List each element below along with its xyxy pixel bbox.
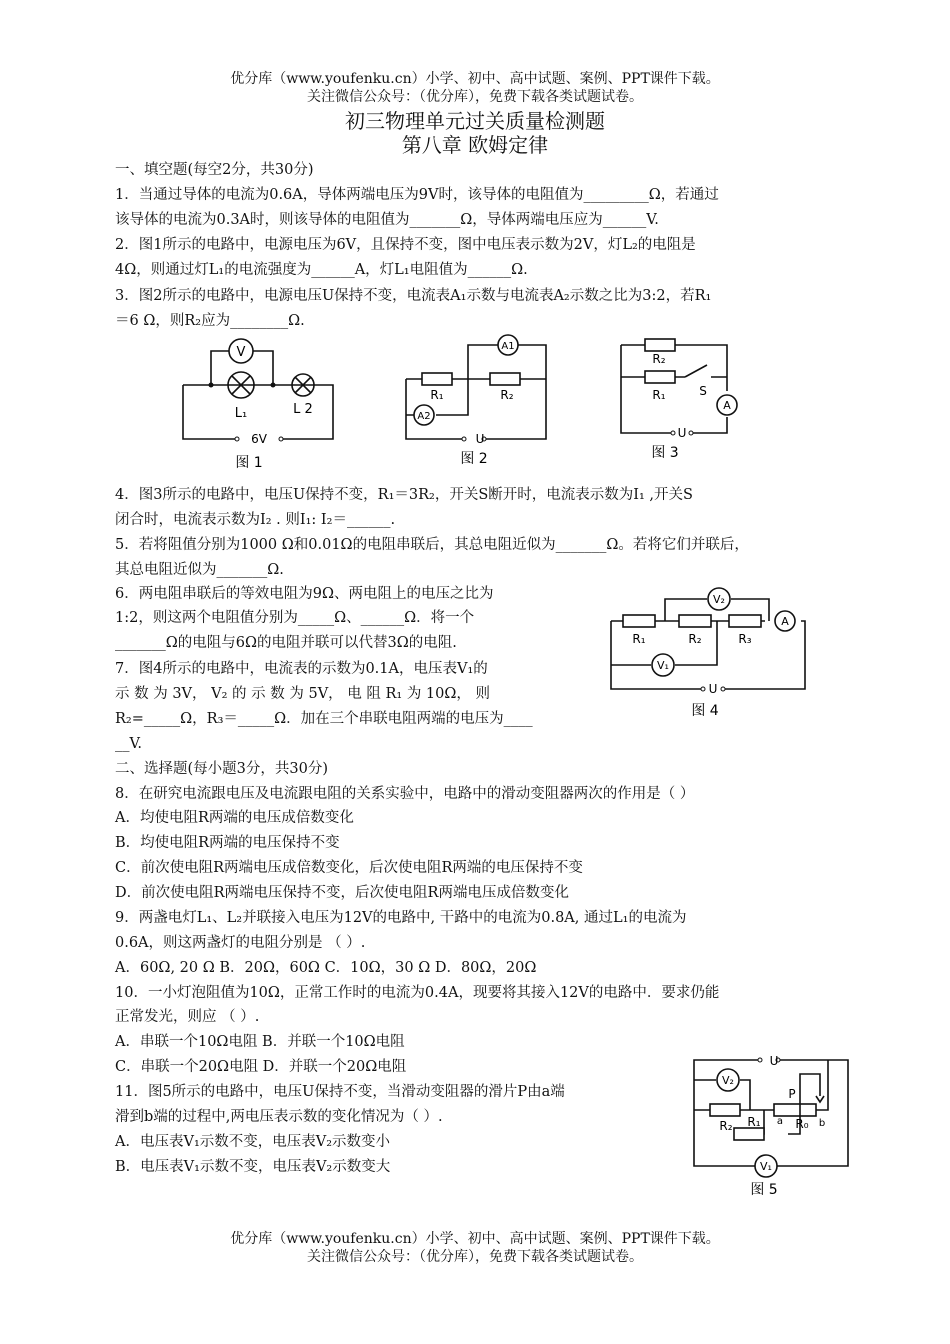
q3-line-2: ＝6 Ω，则R₂应为________Ω.: [115, 313, 305, 329]
header-line-2: 关注微信公众号：（优分库），免费下载各类试题试卷。: [307, 89, 643, 105]
q4-line-1: 4．图3所示的电路中，电压U保持不变，R₁＝3R₂，开关S断开时，电流表示数为I₁ ,开关S: [115, 487, 693, 503]
q11-option-a: A．电压表V₁示数不变，电压表V₂示数变小: [115, 1134, 391, 1150]
figure-2-caption: 图 2: [460, 451, 488, 467]
slider-p-label: P: [788, 1087, 796, 1101]
q8-option-d: D．前次使电阻R两端电压保持不变，后次使电阻R两端电压成倍数变化: [115, 885, 569, 901]
q9-options: A．60Ω, 20 Ω B．20Ω，60Ω C．10Ω，30 Ω D．80Ω，20Ω: [115, 960, 537, 976]
section-1-heading: 一、填空题(每空2分，共30分): [115, 162, 314, 178]
q2-line-1: 2．图1所示的电路中，电源电压为6V，且保持不变，图中电压表示数为2V，灯L₂的电阻是: [115, 237, 696, 253]
section-2-heading: 二、选择题(每小题3分，共30分): [115, 761, 328, 777]
q3-line-1: 3．图2所示的电路中，电源电压U保持不变，电流表A₁示数与电流表A₂示数之比为3:2，若R₁: [115, 288, 712, 304]
resistor-r3-label: R₃: [738, 632, 752, 646]
header-line-1: 优分库（www.youfenku.cn）小学、初中、高中试题、案例、PPT课件下载。: [230, 71, 720, 87]
q7-line-1: 7．图4所示的电路中，电流表的示数为0.1A，电压表V₁的: [115, 661, 488, 677]
q10-line-2: 正常发光，则应 （ ）.: [115, 1009, 260, 1025]
q6-line-3: _______Ω的电阻与6Ω的电阻并联可以代替3Ω的电阻.: [115, 635, 457, 651]
q5-line-2: 其总电阻近似为_______Ω.: [115, 562, 284, 578]
q2-line-2: 4Ω，则通过灯L₁的电流强度为______A，灯L₁电阻值为______Ω.: [115, 262, 528, 278]
resistor-r2-label: R₂: [500, 388, 514, 402]
figure-3-circuit: [615, 333, 755, 468]
source-label: U: [769, 1054, 779, 1068]
source-label: U: [708, 682, 718, 696]
end-b-label: b: [818, 1118, 826, 1129]
q5-line-1: 5．若将阻值分别为1000 Ω和0.01Ω的电阻串联后，其总电阻近似为_______Ω。若将它们并联后，: [115, 537, 749, 553]
resistor-r1-label: R₁: [430, 388, 444, 402]
lamp-l2-label: L 2: [293, 402, 313, 417]
q1-line-1: 1．当通过导体的电流为0.6A，导体两端电压为9V时，该导体的电阻值为_________Ω，若通过: [115, 187, 719, 203]
ammeter-label: A: [723, 399, 731, 412]
source-label: 6V: [251, 432, 267, 446]
voltmeter-v2-label: V₂: [713, 593, 725, 606]
q4-line-2: 闭合时，电流表示数为I₂ . 则I₁: I₂＝______.: [115, 512, 396, 528]
q8-option-c: C．前次使电阻R两端电压成倍数变化，后次使电阻R两端的电压保持不变: [115, 860, 583, 876]
voltmeter-label: V: [236, 345, 246, 360]
switch-s-label: S: [699, 384, 707, 398]
source-label: U: [475, 432, 485, 446]
figure-1-caption: 图 1: [235, 455, 263, 471]
figure-4-caption: 图 4: [691, 703, 719, 719]
q11-option-b: B．电压表V₁示数不变，电压表V₂示数变大: [115, 1159, 391, 1175]
voltmeter-v2-label: V₂: [722, 1074, 734, 1087]
q8-stem: 8．在研究电流跟电压及电流跟电阻的关系实验中，电路中的滑动变阻器两次的作用是（ ）: [115, 786, 695, 802]
q1-line-2: 该导体的电流为0.3A时，则该导体的电阻值为_______Ω，导体两端电压应为______V.: [115, 212, 659, 228]
q6-line-1: 6．两电阻串联后的等效电阻为9Ω、两电阻上的电压之比为: [115, 586, 494, 602]
q10-line-1: 10．一小灯泡阻值为10Ω，正常工作时的电流为0.4A，现要将其接入12V的电路中．要求仍能: [115, 985, 720, 1001]
resistor-r1-label: R₁: [652, 388, 666, 402]
q10-options-ab: A．串联一个10Ω电阻 B．并联一个10Ω电阻: [115, 1034, 405, 1050]
figure-3-caption: 图 3: [651, 445, 679, 461]
resistor-r2-label: R₂: [719, 1119, 733, 1133]
q7-line-3: R₂=_____Ω，R₃＝_____Ω．加在三个串联电阻两端的电压为____: [115, 711, 533, 727]
q9-line-2: 0.6A，则这两盏灯的电阻分别是 （ ）.: [115, 935, 366, 951]
chapter-title: 第八章 欧姆定律: [401, 133, 549, 157]
q8-option-a: A．均使电阻R两端的电压成倍数变化: [115, 810, 354, 826]
end-a-label: a: [776, 1116, 784, 1127]
q7-line-2: 示 数 为 3V， V₂ 的 示 数 为 5V， 电 阻 R₁ 为 10Ω， 则: [115, 686, 491, 702]
q10-options-cd: C．串联一个20Ω电阻 D．并联一个20Ω电阻: [115, 1059, 407, 1075]
resistor-r1-label: R₁: [747, 1115, 761, 1129]
figure-5-caption: 图 5: [750, 1182, 778, 1198]
ammeter-label: A: [781, 615, 789, 628]
lamp-l1-label: L₁: [234, 406, 248, 421]
resistor-r2-label: R₂: [688, 632, 702, 646]
ammeter-a1-label: A1: [501, 341, 515, 352]
resistor-r1-label: R₁: [632, 632, 646, 646]
q6-line-2: 1:2，则这两个电阻值分别为_____Ω、______Ω．将一个: [115, 610, 475, 626]
figure-4-circuit: [605, 583, 820, 723]
footer-line-1: 优分库（www.youfenku.cn）小学、初中、高中试题、案例、PPT课件下载。: [230, 1231, 720, 1247]
q11-line-1: 11．图5所示的电路中，电压U保持不变，当滑动变阻器的滑片P由a端: [115, 1084, 565, 1100]
ammeter-a2-label: A2: [417, 411, 431, 422]
rheostat-r0-label: R₀: [795, 1117, 809, 1131]
footer-line-2: 关注微信公众号：（优分库），免费下载各类试题试卷。: [307, 1249, 643, 1265]
q9-line-1: 9．两盏电灯L₁、L₂并联接入电压为12V的电路中, 干路中的电流为0.8A, 通过L₁的电流为: [115, 910, 687, 926]
figure-5-circuit: [688, 1050, 858, 1200]
voltmeter-v1-label: V₁: [657, 659, 669, 672]
document-title: 初三物理单元过关质量检测题: [345, 109, 605, 133]
source-label: U: [677, 426, 687, 440]
q11-line-2: 滑到b端的过程中,两电压表示数的变化情况为（ ）.: [115, 1109, 443, 1125]
resistor-r2-label: R₂: [652, 352, 666, 366]
figure-1-circuit: [175, 333, 340, 473]
figure-2-circuit: [400, 333, 555, 473]
q7-line-4: __V.: [115, 736, 143, 752]
q8-option-b: B．均使电阻R两端的电压保持不变: [115, 835, 340, 851]
voltmeter-v1-label: V₁: [760, 1160, 772, 1173]
